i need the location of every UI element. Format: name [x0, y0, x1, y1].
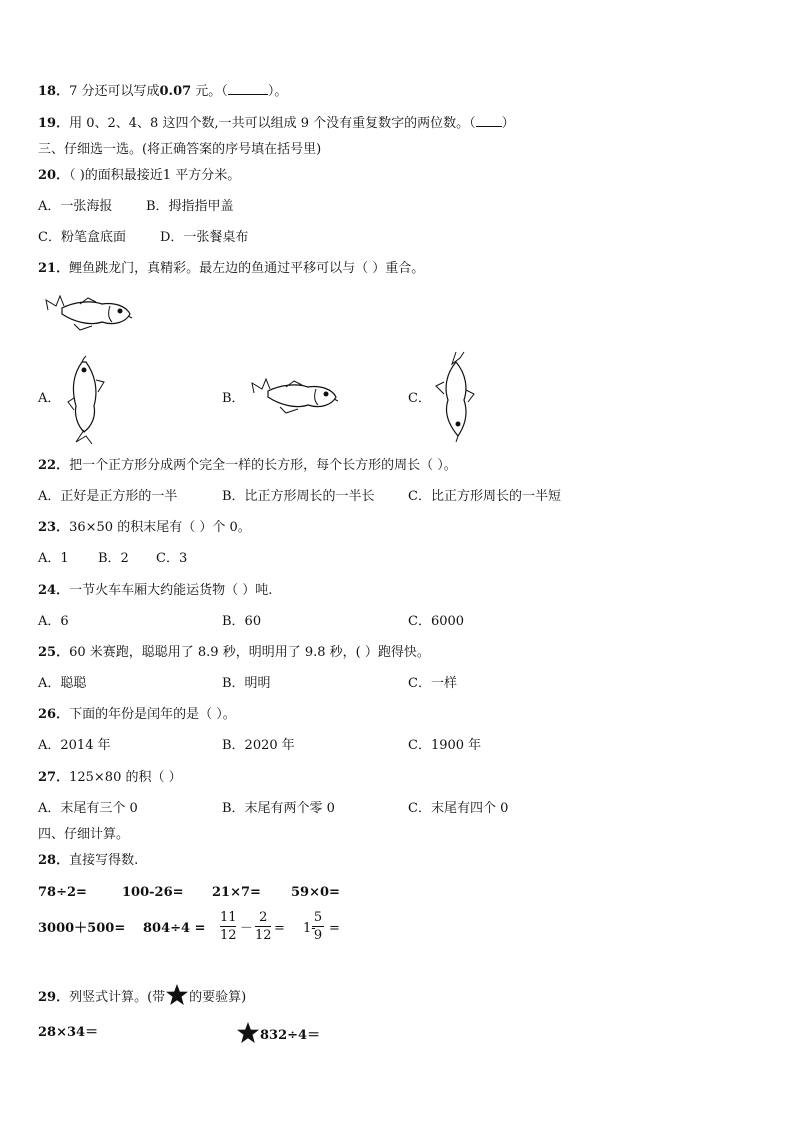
option-a[interactable]: A．: [38, 391, 61, 406]
option-a[interactable]: A．6: [38, 614, 69, 629]
option-a[interactable]: A．正好是正方形的一半: [38, 489, 178, 504]
question-19: 19．用 0、2、4、8 这四个数,一共可以组成 9 个没有重复数字的两位数。（ ）: [38, 116, 515, 131]
option-b[interactable]: B．60: [222, 614, 262, 629]
question-20: 20．（ )的面积最接近1 平方分米。: [38, 168, 241, 183]
option-a[interactable]: A．1: [38, 551, 69, 566]
fraction: 5 9: [313, 910, 323, 943]
option-b[interactable]: B．比正方形周长的一半长: [222, 489, 375, 504]
question-22: 22．把一个正方形分成两个完全一样的长方形，每个长方形的周长（ ）。: [38, 458, 457, 473]
question-29: 29．列竖式计算。(带 的要验算): [38, 983, 246, 1012]
option-c[interactable]: C．3: [156, 551, 188, 566]
option-b[interactable]: B．: [222, 391, 245, 406]
fish-reference-image: [44, 292, 134, 336]
question-23: 23．36×50 的积末尾有（ ）个 0。: [38, 520, 251, 535]
star-icon: [236, 1021, 260, 1050]
answer-blank[interactable]: [476, 126, 502, 127]
calc-item: 100-26=: [122, 885, 184, 900]
question-26: 26．下面的年份是闰年的是（ ）。: [38, 707, 236, 722]
question-28: 28．直接写得数.: [38, 853, 139, 868]
fraction: 2 12: [255, 910, 272, 943]
option-a[interactable]: A．末尾有三个 0: [38, 801, 138, 816]
fraction: 11 12: [220, 910, 237, 943]
calc-item-starred: 832÷4＝: [236, 1021, 320, 1050]
option-b[interactable]: B．拇指指甲盖: [146, 199, 234, 214]
option-c[interactable]: C．末尾有四个 0: [408, 801, 509, 816]
fish-option-a-image: [62, 352, 112, 444]
calc-item: 21×7=: [212, 885, 261, 900]
option-c[interactable]: C．一样: [408, 676, 457, 691]
equals-sign: =: [274, 921, 285, 936]
option-c[interactable]: C．1900 年: [408, 738, 482, 753]
calc-item: 804÷4 =: [143, 921, 206, 936]
calc-item: 59×0=: [291, 885, 340, 900]
option-b[interactable]: B．末尾有两个零 0: [222, 801, 335, 816]
option-b[interactable]: B．2: [98, 551, 129, 566]
calc-item: 3000＋500=: [38, 921, 126, 936]
question-18: 18．7 分还可以写成0.07 元。（ ）。: [38, 84, 288, 99]
option-a[interactable]: A．2014 年: [38, 738, 111, 753]
option-a[interactable]: A．聪聪: [38, 676, 87, 691]
option-c[interactable]: C．6000: [408, 614, 465, 629]
calc-prefix: 1-: [303, 921, 316, 936]
fish-option-c-image: [430, 350, 480, 442]
calc-item: 28×34＝: [38, 1025, 99, 1040]
answer-blank[interactable]: [228, 94, 268, 95]
question-24: 24．一节火车车厢大约能运货物（ ）吨.: [38, 583, 273, 598]
equals-sign: =: [329, 921, 340, 936]
section-heading: 三、仔细选一选。(将正确答案的序号填在括号里): [38, 142, 322, 157]
fish-option-b-image: [250, 375, 340, 419]
option-c[interactable]: C．比正方形周长的一半短: [408, 489, 561, 504]
option-b[interactable]: B．明明: [222, 676, 271, 691]
question-27: 27．125×80 的积（ ）: [38, 770, 182, 785]
question-21: 21．鲤鱼跳龙门，真精彩。最左边的鱼通过平移可以与（ ）重合。: [38, 261, 425, 276]
minus-sign: －: [240, 921, 254, 936]
question-25: 25．60 米赛跑，聪聪用了 8.9 秒，明明用了 9.8 秒，( ）跑得快。: [38, 645, 430, 660]
star-icon: [165, 983, 189, 1012]
calc-item: 78÷2=: [38, 885, 87, 900]
option-c[interactable]: C．粉笔盒底面: [38, 230, 126, 245]
section-heading: 四、仔细计算。: [38, 827, 130, 842]
option-c[interactable]: C．: [408, 391, 431, 406]
option-a[interactable]: A．一张海报: [38, 199, 113, 214]
option-b[interactable]: B．2020 年: [222, 738, 295, 753]
option-d[interactable]: D．一张餐桌布: [160, 230, 249, 245]
